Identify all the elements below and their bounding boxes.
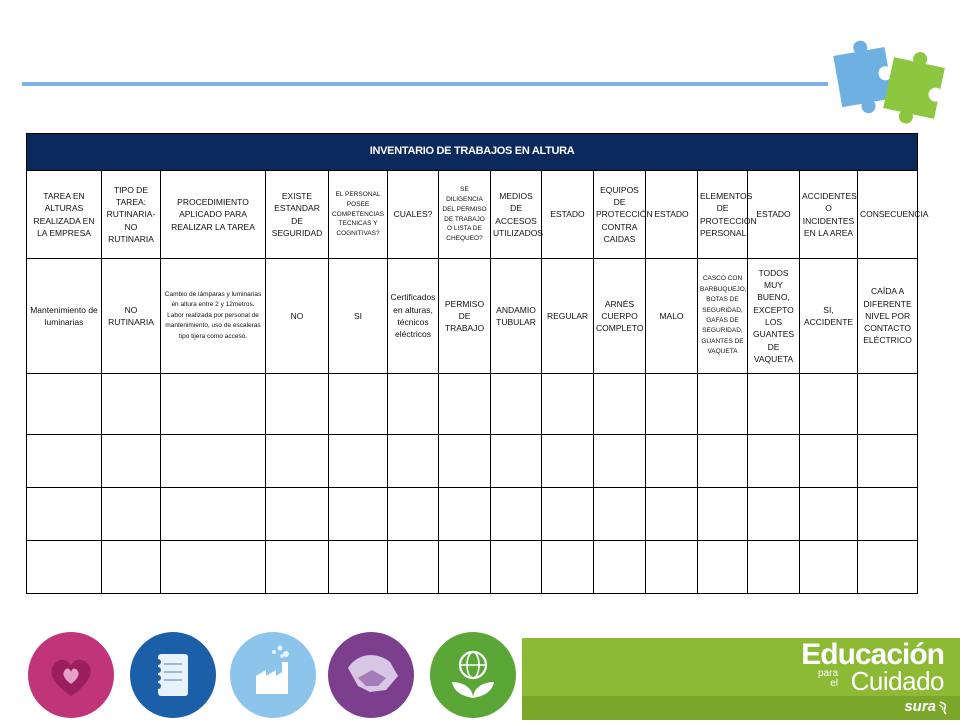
table-cell <box>800 488 858 541</box>
table-cell <box>266 435 329 488</box>
table-row-empty <box>27 374 918 435</box>
table-cell <box>594 435 646 488</box>
table-cell: CAÍDA A DIFERENTE NIVEL POR CONTACTO ELÉCTRICO <box>858 259 918 374</box>
table-title: INVENTARIO DE TRABAJOS EN ALTURA <box>27 134 918 171</box>
table-cell <box>329 488 388 541</box>
column-header: ESTADO <box>542 171 594 259</box>
table-cell <box>388 541 439 594</box>
table-cell <box>542 435 594 488</box>
brand-el: el <box>830 678 838 689</box>
table-cell <box>698 541 748 594</box>
brand-para-el <box>818 669 838 689</box>
column-header: TAREA EN ALTURAS REALIZADA EN LA EMPRESA <box>27 171 102 259</box>
table-cell: CASCO CON BARBUQUEJO, BOTAS DE SEGURIDAD, GAFAS DE SEGURIDAD, GUANTES DE VAQUETA <box>698 259 748 374</box>
table-cell <box>102 541 161 594</box>
table-cell <box>161 541 266 594</box>
table-cell: Certificados en alturas, técnicos eléctricos <box>388 259 439 374</box>
table-cell <box>491 374 542 435</box>
column-header: ESTADO <box>646 171 698 259</box>
sura-logo-icon <box>938 701 948 715</box>
table-cell <box>800 541 858 594</box>
column-header: CUALES? <box>388 171 439 259</box>
globe-plant-circle <box>430 632 516 718</box>
notebook-circle <box>130 632 216 718</box>
table-cell <box>698 488 748 541</box>
table-cell <box>858 488 918 541</box>
table-cell <box>542 541 594 594</box>
table-cell <box>594 488 646 541</box>
table-cell: PERMISO DE TRABAJO <box>439 259 491 374</box>
notebook-icon <box>130 632 216 718</box>
table-cell: ANDAMIO TUBULAR <box>491 259 542 374</box>
table-cell <box>27 488 102 541</box>
table-cell <box>748 374 800 435</box>
column-header: TIPO DE TAREA: RUTINARIA- NO RUTINARIA <box>102 171 161 259</box>
table-cell: NO RUTINARIA <box>102 259 161 374</box>
brand-cuidado: Cuidado <box>850 666 944 696</box>
table-cell <box>388 435 439 488</box>
table-cell <box>266 488 329 541</box>
table-cell <box>439 435 491 488</box>
footer-icon-strip <box>0 632 520 720</box>
table-cell <box>748 435 800 488</box>
table-cell <box>102 435 161 488</box>
column-header: EQUIPOS DE PROTECCIÓN CONTRA CAIDAS <box>594 171 646 259</box>
table-cell <box>491 541 542 594</box>
table-cell: SI, ACCIDENTE <box>800 259 858 374</box>
inventory-table-container <box>26 133 929 578</box>
table-row-empty <box>27 488 918 541</box>
table-cell <box>858 374 918 435</box>
factory-circle <box>230 632 316 718</box>
table-cell <box>646 435 698 488</box>
header-rule <box>22 82 828 86</box>
table-cell <box>491 435 542 488</box>
column-header: ACCIDENTES O INCIDENTES EN LA AREA <box>800 171 858 259</box>
brand-banner <box>522 638 960 720</box>
puzzle-pieces-icon <box>830 40 950 120</box>
table-cell <box>491 488 542 541</box>
table-cell <box>388 374 439 435</box>
table-cell <box>646 541 698 594</box>
handshake-circle <box>328 632 414 718</box>
table-cell <box>594 541 646 594</box>
globe-plant-icon <box>430 632 516 718</box>
table-cell <box>439 488 491 541</box>
table-cell <box>646 374 698 435</box>
column-header: ESTADO <box>748 171 800 259</box>
table-cell <box>102 374 161 435</box>
inventory-table <box>26 133 929 594</box>
brand-para: para <box>817 668 838 679</box>
brand-banner-strip <box>522 696 960 720</box>
table-cell <box>27 541 102 594</box>
table-cell <box>27 374 102 435</box>
table-row <box>27 259 918 374</box>
table-cell <box>329 435 388 488</box>
factory-icon <box>230 632 316 718</box>
heart-icon <box>28 632 114 718</box>
column-header: CONSECUENCIA <box>858 171 918 259</box>
table-cell <box>858 541 918 594</box>
table-cell: MALO <box>646 259 698 374</box>
table-cell <box>542 488 594 541</box>
table-title-row <box>27 134 918 171</box>
table-cell: ARNÉS CUERPO COMPLETO <box>594 259 646 374</box>
table-cell: Mantenimiento de luminarias <box>27 259 102 374</box>
table-row-empty <box>27 541 918 594</box>
table-cell <box>800 374 858 435</box>
table-cell: Cambio de lámparas y luminarias en altura entre 2 y 12metros. Labor realizada por personal de mantenimiento, uso de escaleras tipo tijera como acceso. <box>161 259 266 374</box>
table-cell <box>698 435 748 488</box>
table-cell <box>329 541 388 594</box>
column-header: EXISTE ESTANDAR DE SEGURIDAD <box>266 171 329 259</box>
table-cell <box>329 374 388 435</box>
table-cell: TODOS MUY BUENO, EXCEPTO LOS GUANTES DE VAQUETA <box>748 259 800 374</box>
table-cell <box>439 374 491 435</box>
table-cell: REGULAR <box>542 259 594 374</box>
table-cell <box>161 488 266 541</box>
brand-title: Educación <box>801 638 944 671</box>
table-cell <box>858 435 918 488</box>
table-cell <box>102 488 161 541</box>
table-cell <box>266 541 329 594</box>
table-cell <box>161 435 266 488</box>
table-row-empty <box>27 435 918 488</box>
table-cell <box>266 374 329 435</box>
table-cell: SI <box>329 259 388 374</box>
table-cell <box>388 488 439 541</box>
brand-sura: sura <box>904 698 936 715</box>
table-cell <box>748 541 800 594</box>
table-cell <box>646 488 698 541</box>
handshake-icon <box>328 632 414 718</box>
column-header: EL PERSONAL POSEE COMPETENCIAS TECNICAS Y COGNITIVAS? <box>329 171 388 259</box>
table-cell <box>27 435 102 488</box>
table-cell <box>748 488 800 541</box>
column-header: ELEMENTOS DE PROTECCIÓN PERSONAL <box>698 171 748 259</box>
table-cell <box>800 435 858 488</box>
table-cell: NO <box>266 259 329 374</box>
column-header: PROCEDIMIENTO APLICADO PARA REALIZAR LA TAREA <box>161 171 266 259</box>
table-cell <box>698 374 748 435</box>
table-cell <box>161 374 266 435</box>
table-cell <box>439 541 491 594</box>
column-header: MEDIOS DE ACCESOS UTILIZADOS <box>491 171 542 259</box>
table-header-row <box>27 171 918 259</box>
column-header: SE DILIGENCIA DEL PERMISO DE TRABAJO O LISTA DE CHEQUEO? <box>439 171 491 259</box>
heart-circle <box>28 632 114 718</box>
table-cell <box>542 374 594 435</box>
table-cell <box>594 374 646 435</box>
